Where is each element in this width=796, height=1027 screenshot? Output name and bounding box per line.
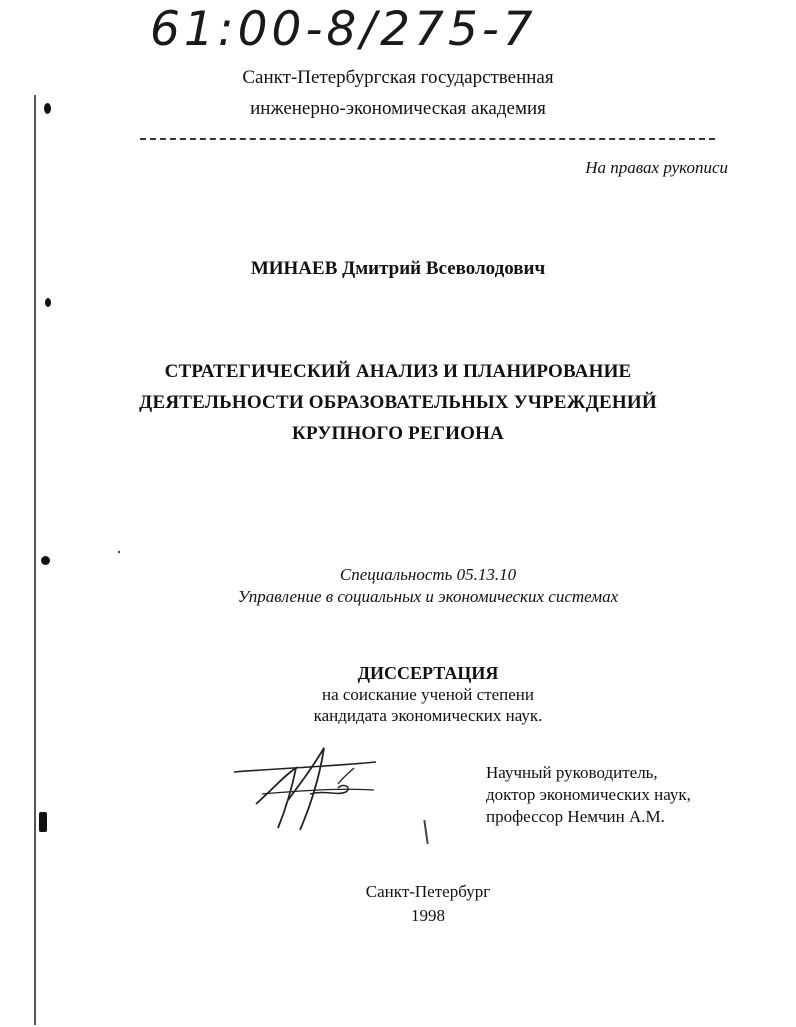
title-line-1: СТРАТЕГИЧЕСКИЙ АНАЛИЗ И ПЛАНИРОВАНИЕ xyxy=(164,361,632,382)
place-and-year xyxy=(0,880,796,928)
scientific-advisor xyxy=(486,762,691,828)
scan-speck xyxy=(118,551,120,553)
degree-line-2: кандидата экономических наук. xyxy=(313,706,543,725)
separator-line xyxy=(140,138,715,140)
institution-line-1: Санкт-Петербургская государственная xyxy=(242,67,554,88)
scan-speck xyxy=(39,812,47,832)
dissertation-title xyxy=(0,356,796,449)
year: 1998 xyxy=(411,906,445,925)
stray-mark xyxy=(423,820,428,844)
specialty-name: Управление в социальных и экономических системах xyxy=(237,587,619,606)
specialty xyxy=(0,564,796,608)
dissertation-heading: ДИССЕРТАЦИЯ xyxy=(357,663,499,683)
degree-line-1: на соискание ученой степени xyxy=(321,685,535,704)
author-name: МИНАЕВ Дмитрий Всеволодович xyxy=(250,258,546,279)
manuscript-rights: На правах рукописи xyxy=(585,158,728,177)
institution-line-2: инженерно-экономическая академия xyxy=(250,98,546,119)
place: Санкт-Петербург xyxy=(365,882,491,901)
institution xyxy=(0,62,796,124)
scan-speck xyxy=(45,298,51,307)
advisor-line-3: профессор Немчин А.М. xyxy=(486,807,665,826)
title-line-2: ДЕЯТЕЛЬНОСТИ ОБРАЗОВАТЕЛЬНЫХ УЧРЕЖДЕНИЙ xyxy=(139,392,657,413)
degree-block xyxy=(0,663,796,726)
title-line-3: КРУПНОГО РЕГИОНА xyxy=(292,423,504,444)
signature-image xyxy=(226,738,396,838)
advisor-line-2: доктор экономических наук, xyxy=(486,785,691,804)
specialty-code: Специальность 05.13.10 xyxy=(339,565,517,584)
advisor-line-1: Научный руководитель, xyxy=(486,763,658,782)
archive-number: 61:00-8/275-7 xyxy=(150,2,537,57)
